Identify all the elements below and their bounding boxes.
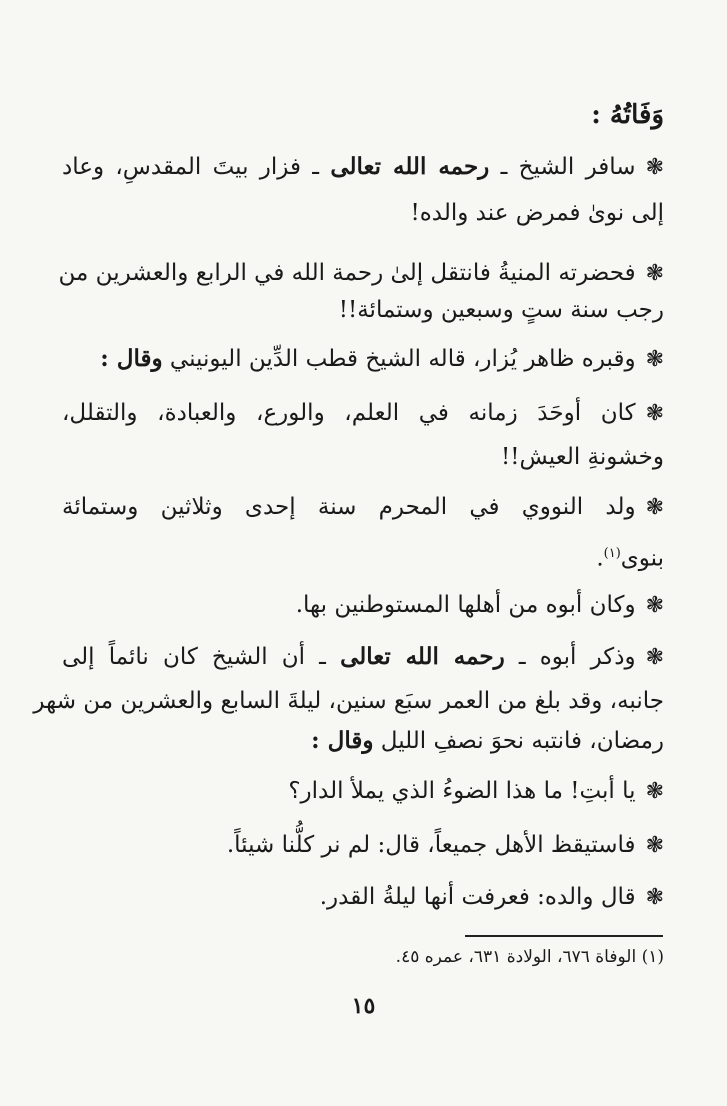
paragraph-line: ❃وقبره ظاهر يُزار، قاله الشيخ قطب الدِّين اليونيني وقال : bbox=[62, 342, 664, 377]
paragraph-line: ❃كان أوحَدَ زمانه في العلم، والورع، والعبادة، والتقلل، bbox=[62, 396, 664, 431]
asterisk-bullet-icon: ❃ bbox=[645, 495, 664, 520]
section-heading: وَفَاتُهُ : bbox=[591, 100, 664, 130]
paragraph-line: ❃وذكر أبوه ـ رحمه الله تعالى ـ أن الشيخ كان نائماً إلى bbox=[62, 640, 664, 675]
asterisk-bullet-icon: ❃ bbox=[645, 593, 664, 618]
asterisk-bullet-icon: ❃ bbox=[645, 261, 664, 286]
honorific-phrase: رحمه الله تعالى bbox=[340, 643, 505, 670]
paragraph-line: ❃سافر الشيخ ـ رحمه الله تعالى ـ فزار بيتَ المقدسِ، وعاد bbox=[62, 150, 664, 185]
paragraph-line: ❃وكان أبوه من أهلها المستوطنين بها. bbox=[62, 588, 664, 623]
honorific-phrase: رحمه الله تعالى bbox=[330, 153, 490, 180]
paragraph-line: بنوى$^{(١)}$. bbox=[596, 545, 664, 572]
page-number: ١٥ bbox=[351, 993, 376, 1019]
paragraph-line: رمضان، فانتبه نحوَ نصفِ الليل وقال : bbox=[311, 727, 664, 754]
asterisk-bullet-icon: ❃ bbox=[645, 833, 664, 858]
asterisk-bullet-icon: ❃ bbox=[645, 645, 664, 670]
footnote-separator bbox=[465, 935, 663, 937]
paragraph-line: وخشونةِ العيش!! bbox=[500, 444, 664, 470]
asterisk-bullet-icon: ❃ bbox=[645, 401, 664, 426]
asterisk-bullet-icon: ❃ bbox=[645, 885, 664, 910]
asterisk-bullet-icon: ❃ bbox=[645, 347, 664, 372]
paragraph-line: ❃يا أبتِ! ما هذا الضوءُ الذي يملأ الدار؟ bbox=[62, 774, 664, 809]
paragraph-line: جانبه، وقد بلغ من العمر سبَع سنين، ليلةَ السابع والعشرين من شهر bbox=[33, 688, 664, 714]
paragraph-line: رجب سنة ستٍ وسبعين وستمائة!! bbox=[338, 297, 664, 323]
paragraph-line: ❃ولد النووي في المحرم سنة إحدى وثلاثين وستمائة bbox=[62, 490, 664, 525]
footnote: (١) الوفاة ٦٧٦، الولادة ٦٣١، عمره ٤٥. bbox=[395, 947, 664, 967]
asterisk-bullet-icon: ❃ bbox=[645, 155, 665, 180]
paragraph-line: ❃فحضرته المنيةُ فانتقل إلىٰ رحمة الله في الرابع والعشرين من bbox=[62, 256, 664, 291]
paragraph-line: ❃قال والده: فعرفت أنها ليلةُ القدر. bbox=[62, 880, 664, 915]
footnote-marker: (١) bbox=[603, 546, 621, 561]
paragraph-line: ❃فاستيقظ الأهل جميعاً، قال: لم نر كلُّنا شيئاً. bbox=[62, 828, 664, 863]
asterisk-bullet-icon: ❃ bbox=[645, 779, 664, 804]
paragraph-line: إلى نوىٰ فمرض عند والده! bbox=[410, 200, 664, 226]
